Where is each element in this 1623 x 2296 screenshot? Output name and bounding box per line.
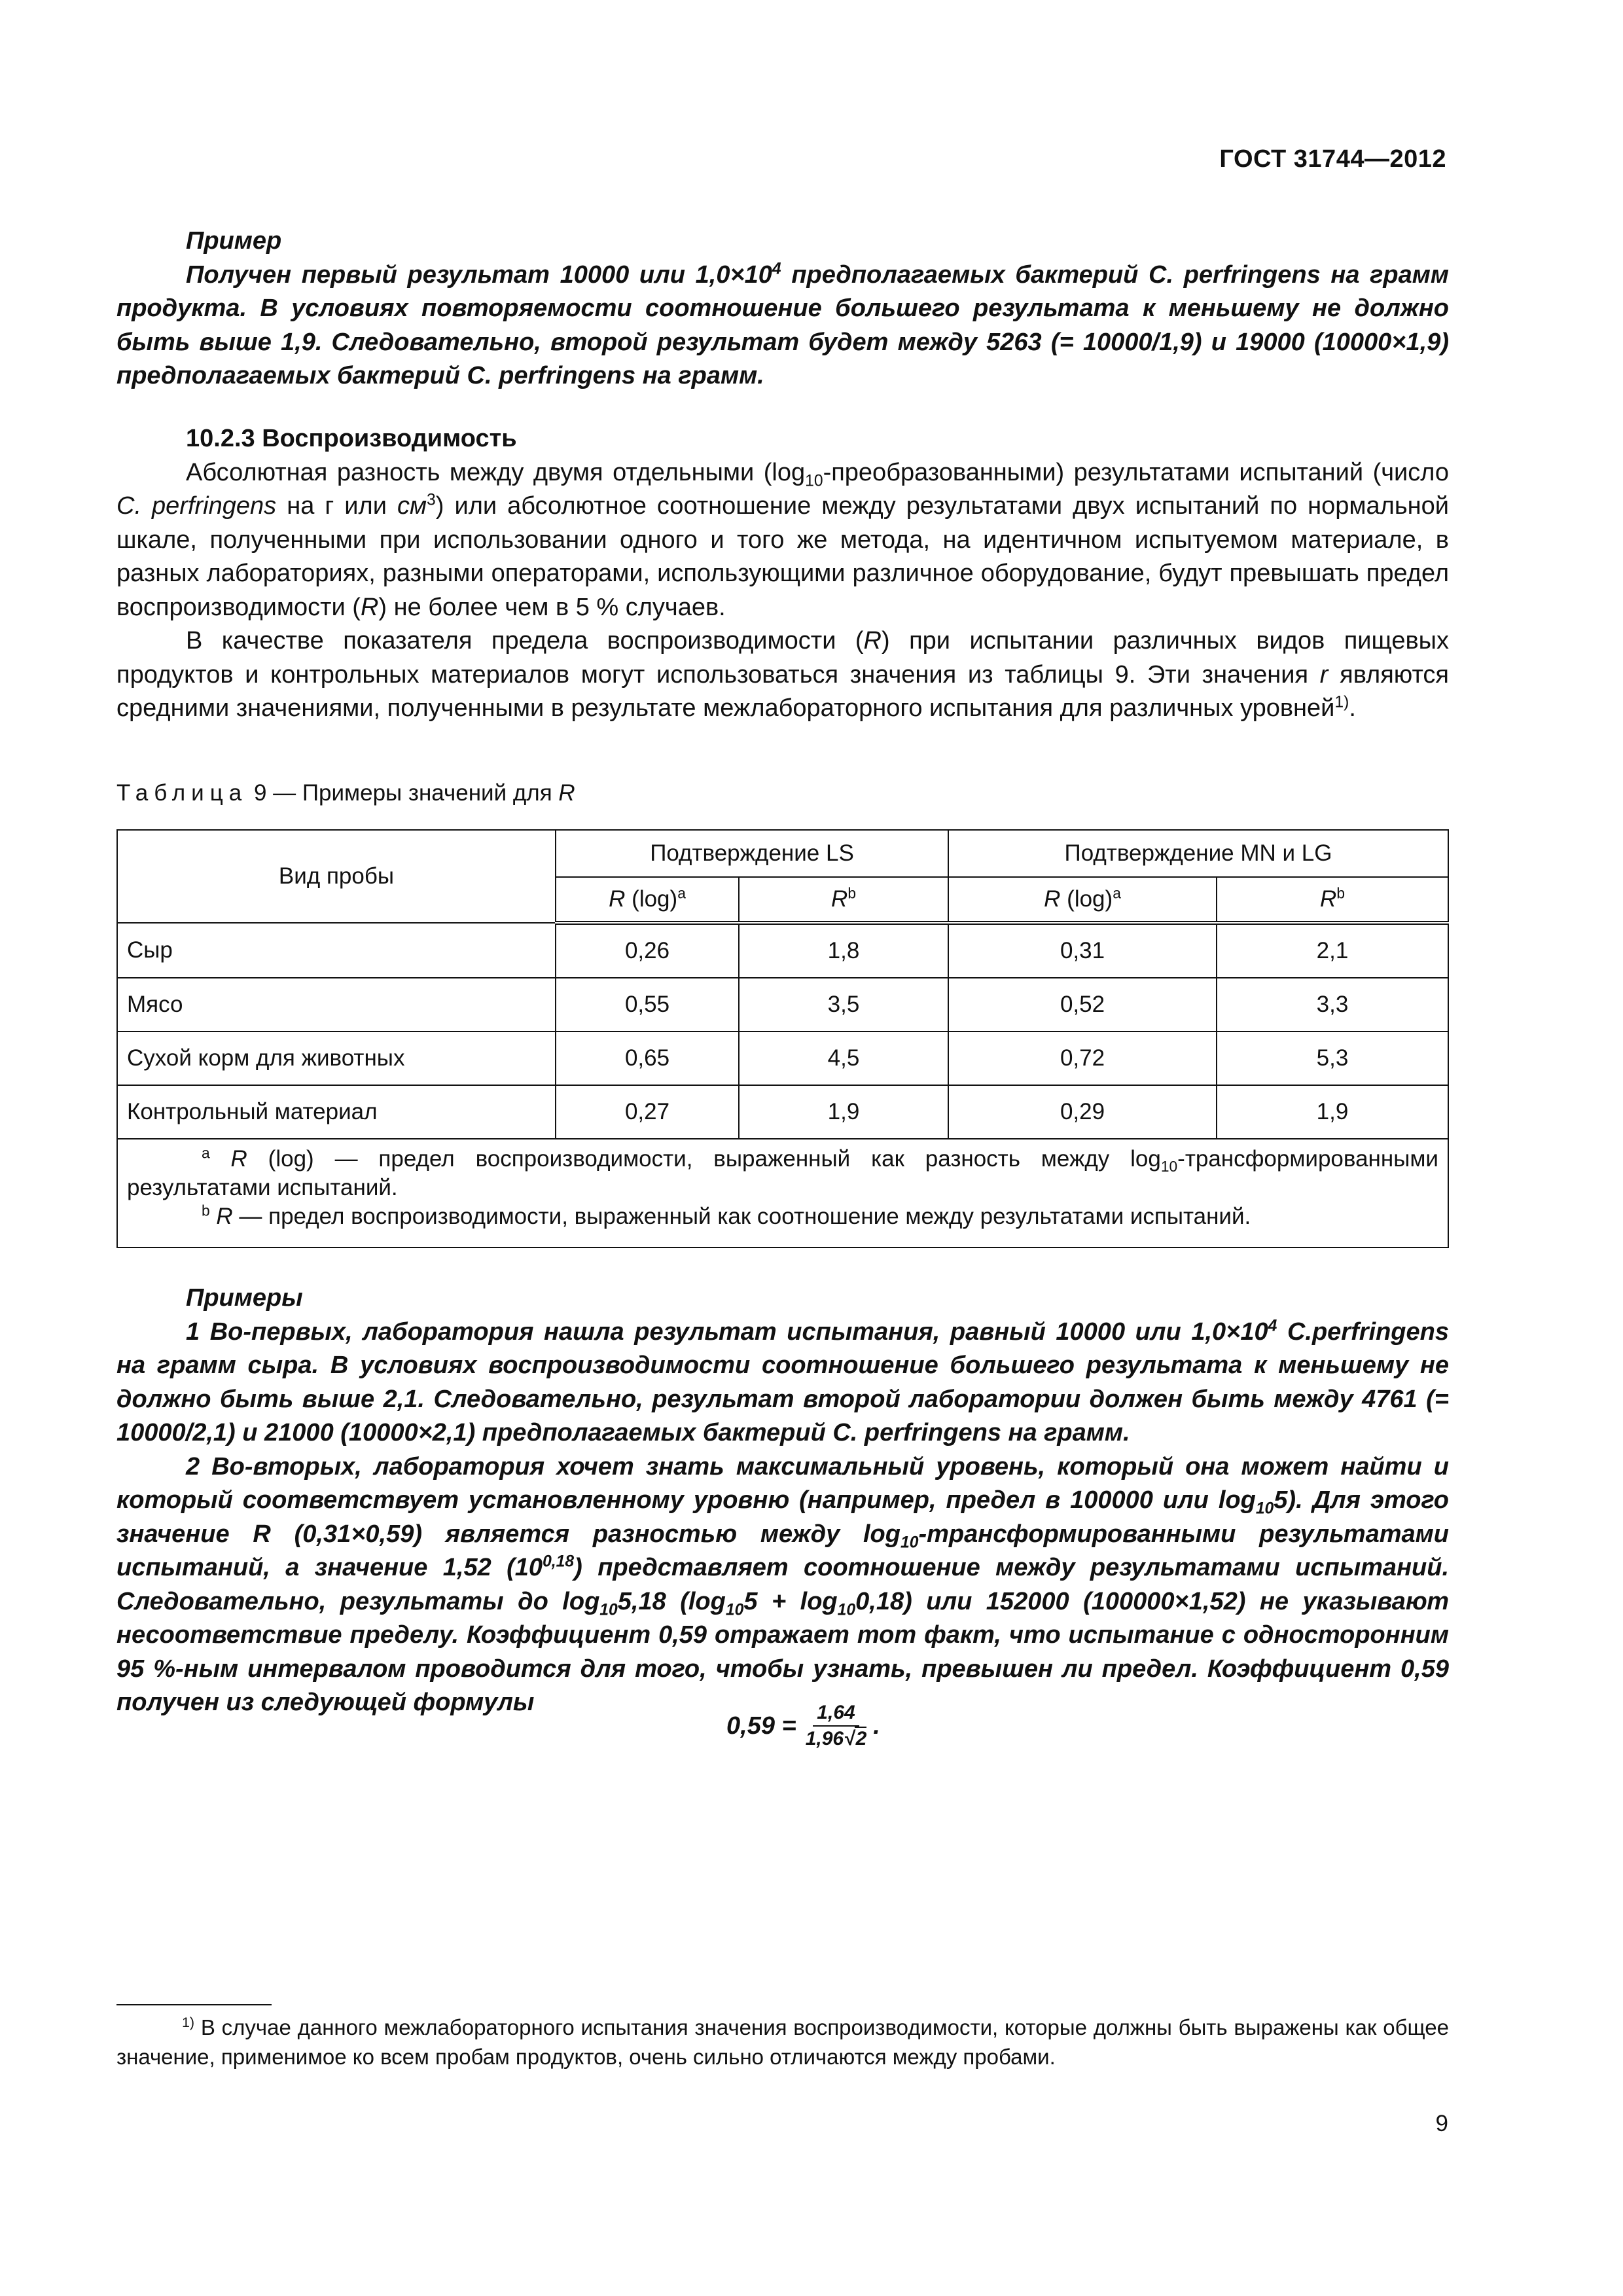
examples-block <box>116 1282 1449 1720</box>
page-number: 9 <box>1435 2111 1448 2136</box>
table-row <box>117 923 1448 978</box>
section-paragraph-2: В качестве показателя предела воспроизводимости (R) при испытании различных видов пищевых продуктов и контрольных материалов могут использоваться значения из таблицы 9. Эти значения r являются средними значениями, полученными в результате межлабораторного испытания для различных уровней$^{1)}$. <box>116 627 1450 722</box>
examples-title: Примеры <box>186 1284 303 1312</box>
formula-lhs: 0,59 = <box>726 1712 796 1740</box>
cell-value: 1,9 <box>1217 1085 1448 1139</box>
formula-fraction <box>806 1702 867 1750</box>
col-header-mn-rlog: R $(\log)^a$ <box>948 877 1217 923</box>
table-row <box>117 1031 1448 1085</box>
formula-denominator: 1,96√2 <box>805 1728 867 1749</box>
formula-numerator: 1,64 <box>813 1702 859 1727</box>
example-block <box>116 224 1449 393</box>
formula <box>726 1702 880 1750</box>
col-header-sample: Вид пробы <box>117 830 556 923</box>
cell-value: 0,26 <box>556 923 739 978</box>
section-title: 10.2.3 Воспроизводимость <box>186 425 517 452</box>
table-row <box>117 978 1448 1031</box>
row-sample-name: Мясо <box>117 978 556 1031</box>
example-2-text: 2 Во-вторых, лаборатория хочет знать максимальный уровень, который она может найти и который соответствует установленному уровню (например, предел в 100000 или $\log_{10}5$). Для этого значение R (0,31×0,59) является разностью между $\log_{10}$-трансформированными результатами испытаний, а значение 1,52 (10$^{0,18}$) представляет соотношение между результатами испытаний. Следовательно, результаты до $\log_{10}5,18$ $(\log_{10}5 + \log_{10}0,18)$ или 152000 (100000×1,52) не указывают несоответствие пределу. Коэффициент 0,59 отражает тот факт, что испытание с односторонним 95 %-ным интервалом проводится для того, чтобы узнать, превышен ли предел. Коэффициент 0,59 получен из следующей формулы <box>116 1452 1450 1716</box>
reproducibility-table <box>116 829 1449 1248</box>
table-note-a: $^a$ R (log) — предел воспроизводимости, выраженный как разность между $\log_{10}$-трансформированными результатами испытаний. <box>127 1144 1438 1200</box>
reproducibility-section <box>116 422 1449 726</box>
cell-value: 0,65 <box>556 1031 739 1085</box>
row-sample-name: Контрольный материал <box>117 1085 556 1139</box>
row-sample-name: Сыр <box>117 923 556 978</box>
cell-value: 0,31 <box>948 923 1217 978</box>
cell-value: 0,52 <box>948 978 1217 1031</box>
cell-value: 3,3 <box>1217 978 1448 1031</box>
example-title: Пример <box>186 227 282 255</box>
formula-period: . <box>873 1712 880 1740</box>
cell-value: 0,27 <box>556 1085 739 1139</box>
footnote-divider <box>116 2004 272 2005</box>
table-notes <box>117 1139 1448 1247</box>
cell-value: 5,3 <box>1217 1031 1448 1085</box>
col-group-mn: Подтверждение MN и LG <box>948 830 1448 877</box>
cell-value: 1,9 <box>739 1085 948 1139</box>
col-header-ls-r: $R^b$ <box>739 877 948 923</box>
col-header-ls-rlog: R $(\log)^a$ <box>556 877 739 923</box>
cell-value: 4,5 <box>739 1031 948 1085</box>
footnote: $^{1)}$ В случае данного межлабораторного испытания значения воспроизводимости, которые должны быть выражены как общее значение, применимое ко всем пробам продуктов, очень сильно отличаются между пробами. <box>116 2015 1449 2069</box>
example-text: Получен первый результат 10000 или $1,0\times 10^4$ предполагаемых бактерий C. perfringens на грамм продукта. В условиях повторяемости соотношение большего результата к меньшему не должно быть выше 1,9. Следовательно, второй результат будет между 5263 (= 10000/1,9) и 19000 (10000×1,9) предполагаемых бактерий C. perfringens на грамм. <box>116 259 1449 389</box>
table-row <box>117 1085 1448 1139</box>
cell-value: 2,1 <box>1217 923 1448 978</box>
row-sample-name: Сухой корм для животных <box>117 1031 556 1085</box>
cell-value: 0,29 <box>948 1085 1217 1139</box>
example-1-text: 1 Во-первых, лаборатория нашла результат испытания, равный 10000 или $1,0\times 10^4$ C.perfringens на грамм сыра. В условиях воспроизводимости соотношение большего результата к меньшему не должно быть выше 2,1. Следовательно, результат второй лаборатории должен быть между 4761 (= 10000/2,1) и 21000 (10000×2,1) предполагаемых бактерий C. perfringens на грамм. <box>116 1316 1449 1446</box>
cell-value: 0,55 <box>556 978 739 1031</box>
cell-value: 1,8 <box>739 923 948 978</box>
col-group-ls: Подтверждение LS <box>556 830 948 877</box>
section-paragraph-1: Абсолютная разность между двумя отдельными $(\log_{10}-преобразованными)$ результатами испытаний (число C. perfringens на г или $см^3$) или абсолютное соотношение между результатами двух испытаний по нормальной шкале, полученными при использовании одного и того же метода, на идентичном испытуемом материале, в разных лабораториях, разными операторами, использующими различное оборудование, будут превышать предел воспроизводимости (R) не более чем в 5 % случаев. <box>116 458 1450 621</box>
cell-value: 3,5 <box>739 978 948 1031</box>
col-header-mn-r: $R^b$ <box>1217 877 1448 923</box>
document-header: ГОСТ 31744—2012 <box>1219 145 1446 173</box>
table-caption: Таблица 9 — Примеры значений для R <box>116 780 575 806</box>
cell-value: 0,72 <box>948 1031 1217 1085</box>
table-note-b: $^b$ R — предел воспроизводимости, выраженный как соотношение между результатами испытаний. <box>202 1202 1251 1229</box>
